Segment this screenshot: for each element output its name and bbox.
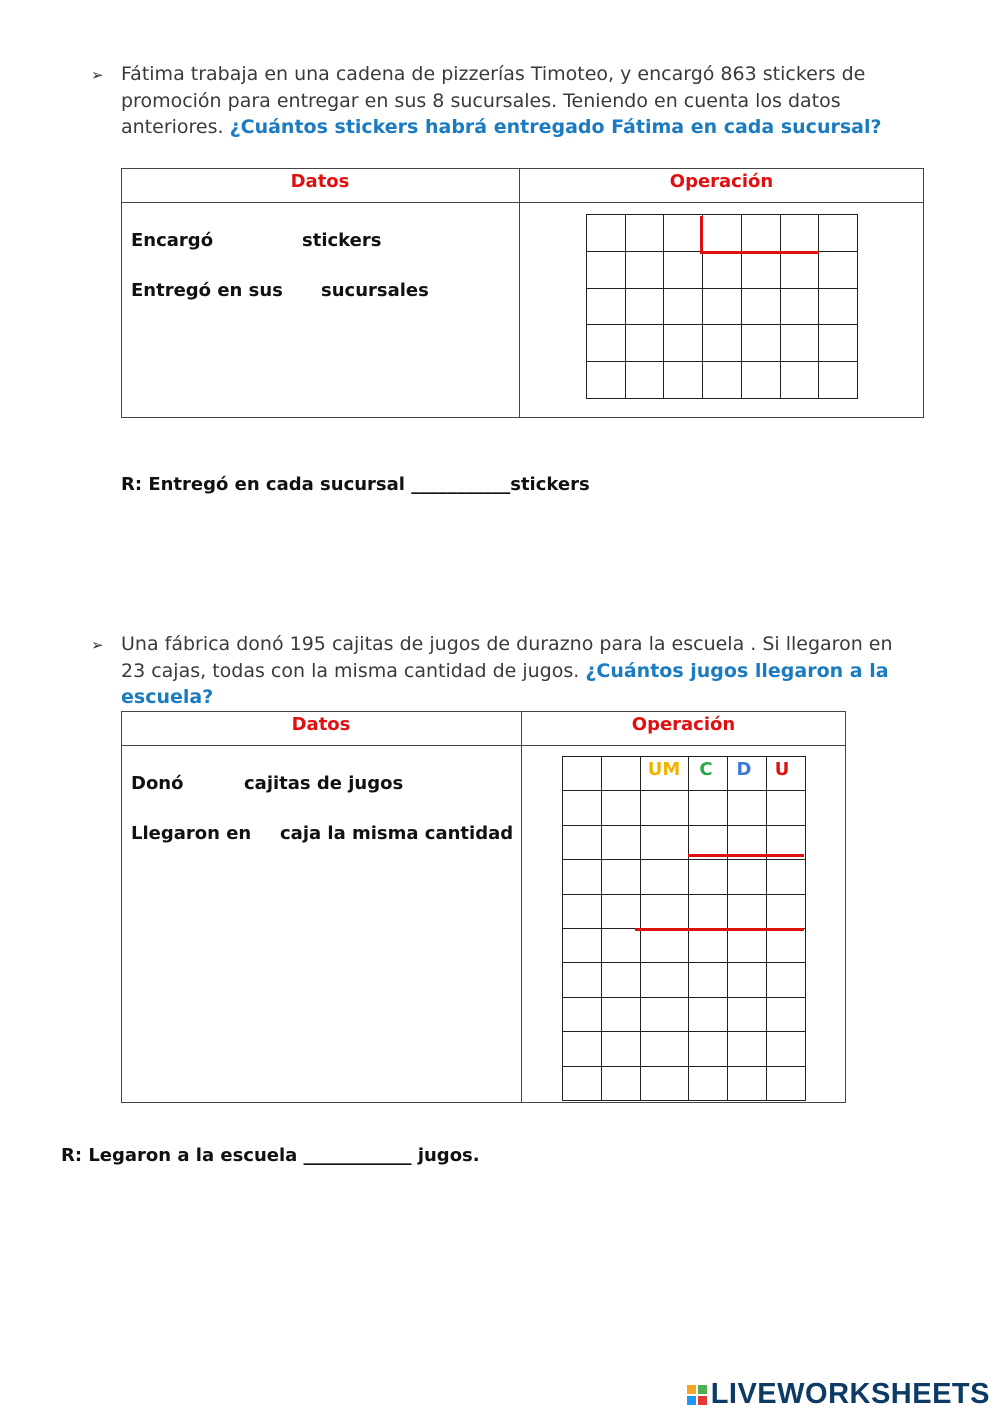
datos-label: sucursales <box>321 280 429 301</box>
problem-1-statement <box>121 61 911 141</box>
problem-2-question: ¿Cuántos jugos llegaron a la escuela? <box>121 659 889 708</box>
bullet-icon: ➢ <box>91 66 104 84</box>
liveworksheets-logo[interactable] <box>687 1378 990 1411</box>
problem-1-answer: R: Entregó en cada sucursal ___________stickers <box>121 474 590 495</box>
table-divider <box>521 711 522 1102</box>
table-divider <box>121 745 845 746</box>
table-divider <box>519 168 520 417</box>
division-bracket <box>700 216 703 254</box>
place-value-c: C <box>699 759 713 780</box>
place-value-u: U <box>774 759 790 780</box>
division-bracket <box>700 251 819 254</box>
datos-label: cajitas de jugos <box>244 773 404 794</box>
table-divider <box>121 202 923 203</box>
liveworksheets-icon <box>687 1385 707 1405</box>
header-operacion: Operación <box>669 171 774 192</box>
header-datos: Datos <box>290 171 350 192</box>
subtraction-line <box>635 928 804 931</box>
datos-label: Encargó <box>131 230 214 251</box>
problem-2-statement <box>121 631 921 711</box>
datos-label: Donó <box>131 773 184 794</box>
problem-2-answer: R: Legaron a la escuela ____________ jugos. <box>61 1145 480 1166</box>
problem-1-text: Fátima trabaja en una cadena de pizzerías Timoteo, y encargó 863 stickers de promoción para entregar en sus 8 sucursales. Teniendo en cuenta los datos anteriores. <box>121 63 866 138</box>
problem-2-text: Una fábrica donó 195 cajitas de jugos de durazno para la escuela . Si llegaron en 23 cajas, todas con la misma cantidad de jugos. <box>121 633 893 682</box>
bullet-icon: ➢ <box>91 636 104 654</box>
brand-name: LIVEWORKSHEETS <box>710 1378 990 1410</box>
operation-grid <box>586 214 858 399</box>
datos-label: Llegaron en <box>131 823 252 844</box>
place-value-d: D <box>736 759 752 780</box>
header-datos: Datos <box>291 714 351 735</box>
problem-1-question: ¿Cuántos stickers habrá entregado Fátima en cada sucursal? <box>229 116 882 138</box>
place-value-um: UM <box>647 759 681 780</box>
datos-label: caja la misma cantidad <box>280 823 514 844</box>
subtraction-line <box>688 854 804 857</box>
header-operacion: Operación <box>631 714 736 735</box>
datos-label: Entregó en sus <box>131 280 283 301</box>
datos-label: stickers <box>302 230 382 251</box>
